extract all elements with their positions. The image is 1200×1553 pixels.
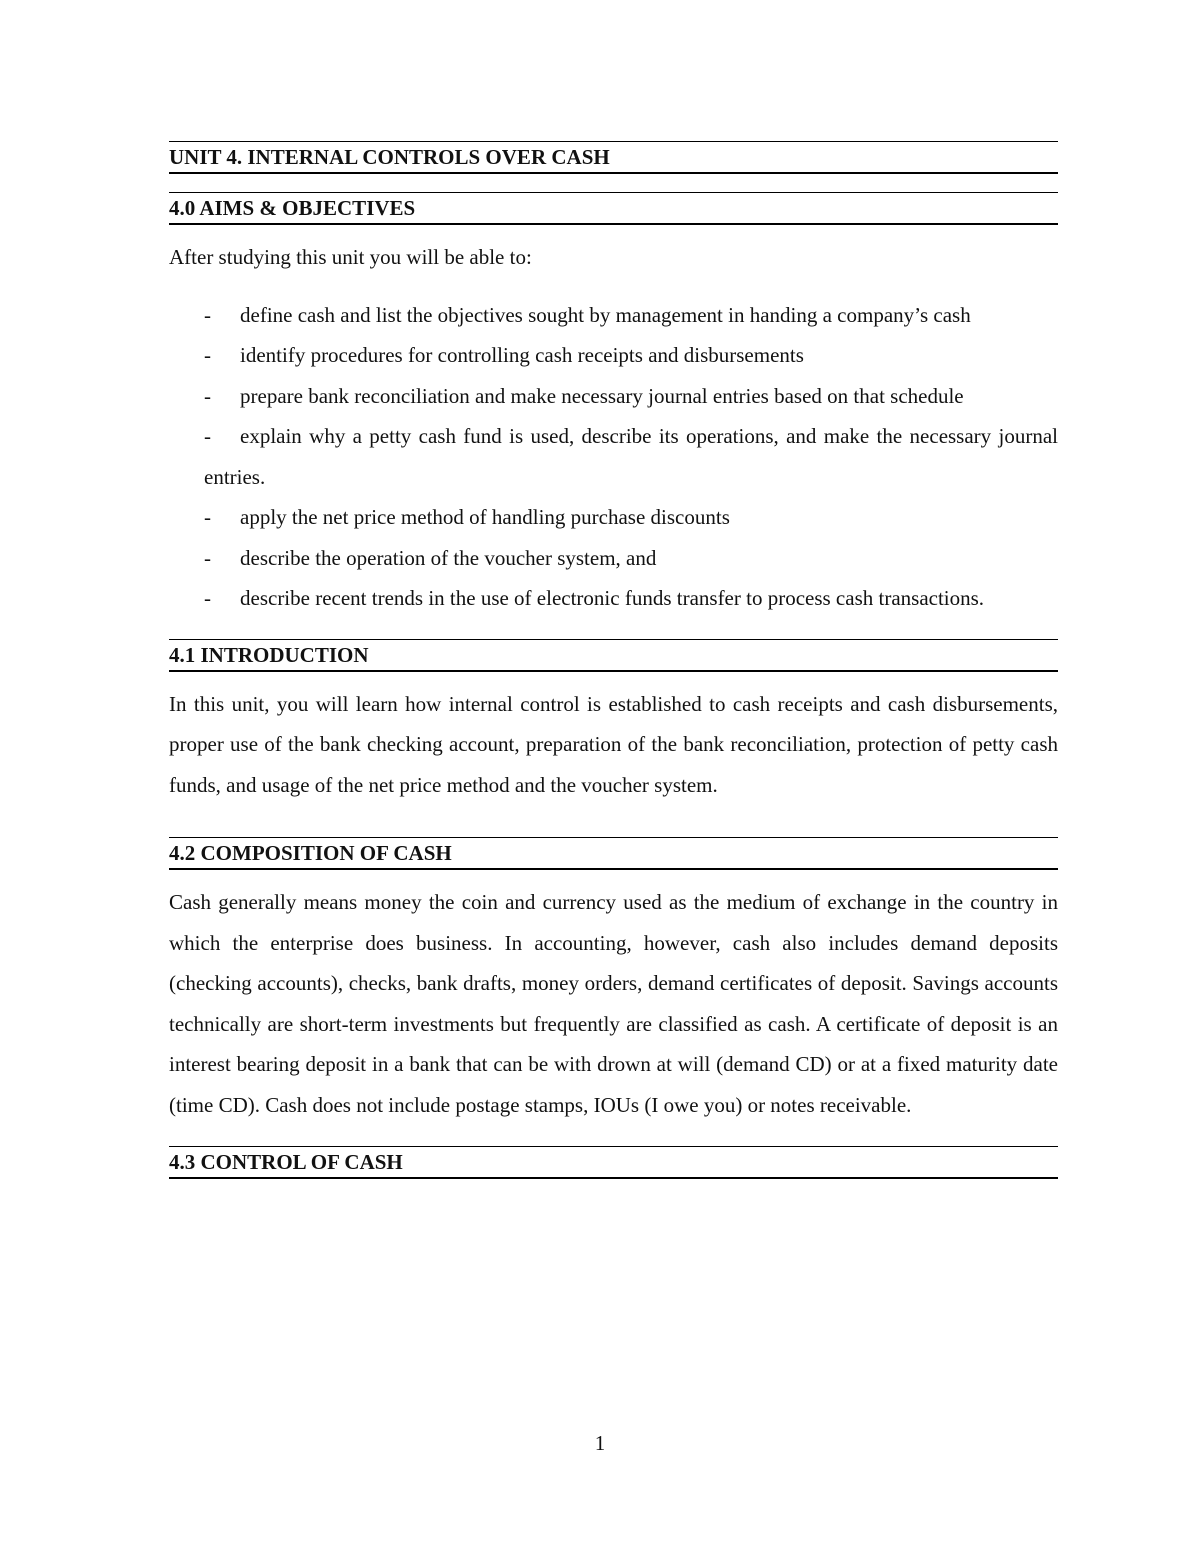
list-item-text: define cash and list the objectives sought by management in handing a company’s cash	[240, 302, 971, 327]
list-item	[169, 578, 1058, 619]
section-heading-aims: 4.0 AIMS & OBJECTIVES	[169, 192, 1058, 225]
list-item-text: identify procedures for controlling cash receipts and disbursements	[240, 343, 804, 367]
bullet-dash: -	[204, 424, 211, 448]
list-item-text: prepare bank reconciliation and make necessary journal entries based on that schedule	[240, 383, 964, 408]
unit-title: UNIT 4. INTERNAL CONTROLS OVER CASH	[169, 141, 1058, 174]
list-item	[169, 416, 1058, 497]
list-item	[169, 376, 1058, 417]
list-item-text: describe the operation of the voucher system, and	[240, 545, 657, 570]
document-page	[169, 141, 1058, 1179]
bullet-dash: -	[204, 343, 211, 367]
section-heading-composition: 4.2 COMPOSITION OF CASH	[169, 837, 1058, 870]
list-item-text: apply the net price method of handling purchase discounts	[240, 505, 730, 529]
introduction-body: In this unit, you will learn how internal control is established to cash receipts and cash disbursements, proper use of the bank checking account, preparation of the bank reconciliation, protection of petty cash funds, and usage of the net price method and the voucher system.	[169, 691, 1058, 797]
bullet-dash: -	[204, 545, 211, 570]
list-item	[169, 497, 1058, 538]
bullet-dash: -	[204, 505, 211, 529]
list-item	[169, 538, 1058, 579]
page-number: 1	[594, 1431, 606, 1455]
list-item	[169, 335, 1058, 376]
list-item-text: describe recent trends in the use of electronic funds transfer to process cash transactions.	[240, 586, 985, 610]
section-heading-introduction: 4.1 INTRODUCTION	[169, 639, 1058, 672]
bullet-dash: -	[204, 383, 211, 408]
list-item	[169, 295, 1058, 336]
aims-intro: After studying this unit you will be able to:	[169, 245, 532, 269]
list-item-text: explain why a petty cash fund is used, describe its operations, and make the necessary journal entries.	[204, 424, 1058, 489]
section-heading-control: 4.3 CONTROL OF CASH	[169, 1146, 1058, 1179]
composition-body: Cash generally means money the coin and currency used as the medium of exchange in the country in which the enterprise does business. In accounting, however, cash also includes demand deposits (checking accounts), checks, bank drafts, money orders, demand certificates of deposit. Savings accounts technically are short-term investments but frequently are classified as cash. A certificate of deposit is an interest bearing deposit in a bank that can be with drown at will (demand CD) or at a fixed maturity date (time CD). Cash does not include postage stamps, IOUs (I owe you) or notes receivable.	[169, 890, 1058, 1117]
bullet-dash: -	[204, 586, 211, 610]
bullet-dash: -	[204, 302, 211, 327]
objectives-list	[169, 295, 1058, 619]
